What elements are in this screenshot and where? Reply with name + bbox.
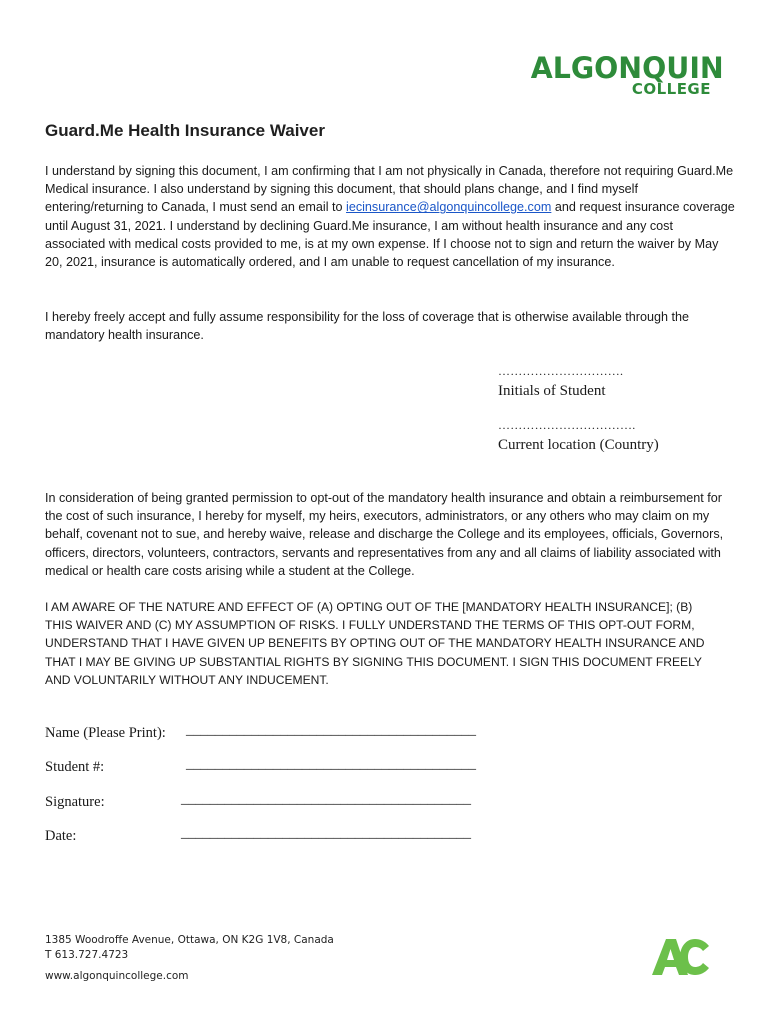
student-number-label: Student #: <box>45 759 105 775</box>
footer-phone: T 613.727.4723 <box>45 949 129 961</box>
algonquin-college-logo <box>527 51 724 98</box>
name-label: Name (Please Print): <box>45 725 166 741</box>
logo-wordmark: ALGONQUIN <box>530 51 724 85</box>
footer-website: www.algonquincollege.com <box>45 970 189 982</box>
declaration-paragraph <box>45 162 735 271</box>
initials-label: Initials of Student <box>498 383 606 399</box>
ac-logo-c-shape <box>680 939 709 975</box>
date-label: Date: <box>45 828 77 844</box>
document-title: Guard.Me Health Insurance Waiver <box>45 121 325 140</box>
logo-subtitle: COLLEGE <box>631 80 711 98</box>
release-paragraph: In consideration of being granted permission to opt-out of the mandatory health insurance and obtain a reimbursement for the cost of such insurance, I hereby for myself, my heirs, executors, administrators, or any others who may claim on my behalf, covenant not to sue, and hereby waive, release and discharge the College and its employees, officials, Governors, officers, directors, volunteers, contractors, servants and representatives from any and all claims of liability associated with medical or health care costs arising while a student at the College. <box>45 491 724 578</box>
initials-dotted-line[interactable]: …………………………. <box>498 364 624 378</box>
date-field-line[interactable]: ________________________________________ <box>181 825 471 841</box>
location-block <box>498 418 659 454</box>
ac-logo-icon <box>652 937 710 977</box>
declaration-text-end: and request insurance coverage until August 31, 2021. I understand by declining Guard.Me insurance, I am without health insurance and any cost associated with medical costs provided to me, is at my own expense. If I choose not to sign and return the waiver by May 20, 2021, insurance is automatically ordered, and I am unable to request cancellation of my insurance. <box>45 200 735 270</box>
insurance-email-link[interactable]: iecinsurance@algonquincollege.com <box>346 200 552 215</box>
signature-field-line[interactable]: ________________________________________ <box>181 791 471 807</box>
footer-contact <box>45 933 334 984</box>
footer-address: 1385 Woodroffe Avenue, Ottawa, ON K2G 1V8, Canada <box>45 934 334 946</box>
student-number-field-line[interactable]: ________________________________________ <box>186 756 476 772</box>
location-dotted-line[interactable]: ……………………………. <box>498 418 636 432</box>
acceptance-paragraph: I hereby freely accept and fully assume responsibility for the loss of coverage that is otherwise available through the mandatory health insurance. <box>45 310 690 343</box>
signature-label: Signature: <box>45 794 105 810</box>
location-label: Current location (Country) <box>498 437 659 453</box>
declaration-text-start: I understand by signing this document, I am confirming that I am not physically in Canada, therefore not requiring Guard.Me Medical insurance. I also understand by signing this document, that should plans change, and I find myself entering/returning to Canada, I must send an email to <box>45 164 734 215</box>
acknowledgement-paragraph: I AM AWARE OF THE NATURE AND EFFECT OF (A) OPTING OUT OF THE [MANDATORY HEALTH INSURANCE]; (B) THIS WAIVER AND (C) MY ASSUMPTION OF RISKS. I FULLY UNDERSTAND THE TERMS OF THIS OPT-OUT FORM, UNDERSTAND THAT I HAVE GIVEN UP BENEFITS BY OPTING OUT OF THE MANDATORY HEALTH INSURANCE AND THAT I MAY BE GIVING UP SUBSTANTIAL RIGHTS BY SIGNING THIS DOCUMENT. I SIGN THIS DOCUMENT FREELY AND VOLUNTARILY WITHOUT ANY INDUCEMENT. <box>45 600 705 687</box>
name-field-line[interactable]: ________________________________________ <box>186 722 476 738</box>
initials-block <box>498 364 623 400</box>
